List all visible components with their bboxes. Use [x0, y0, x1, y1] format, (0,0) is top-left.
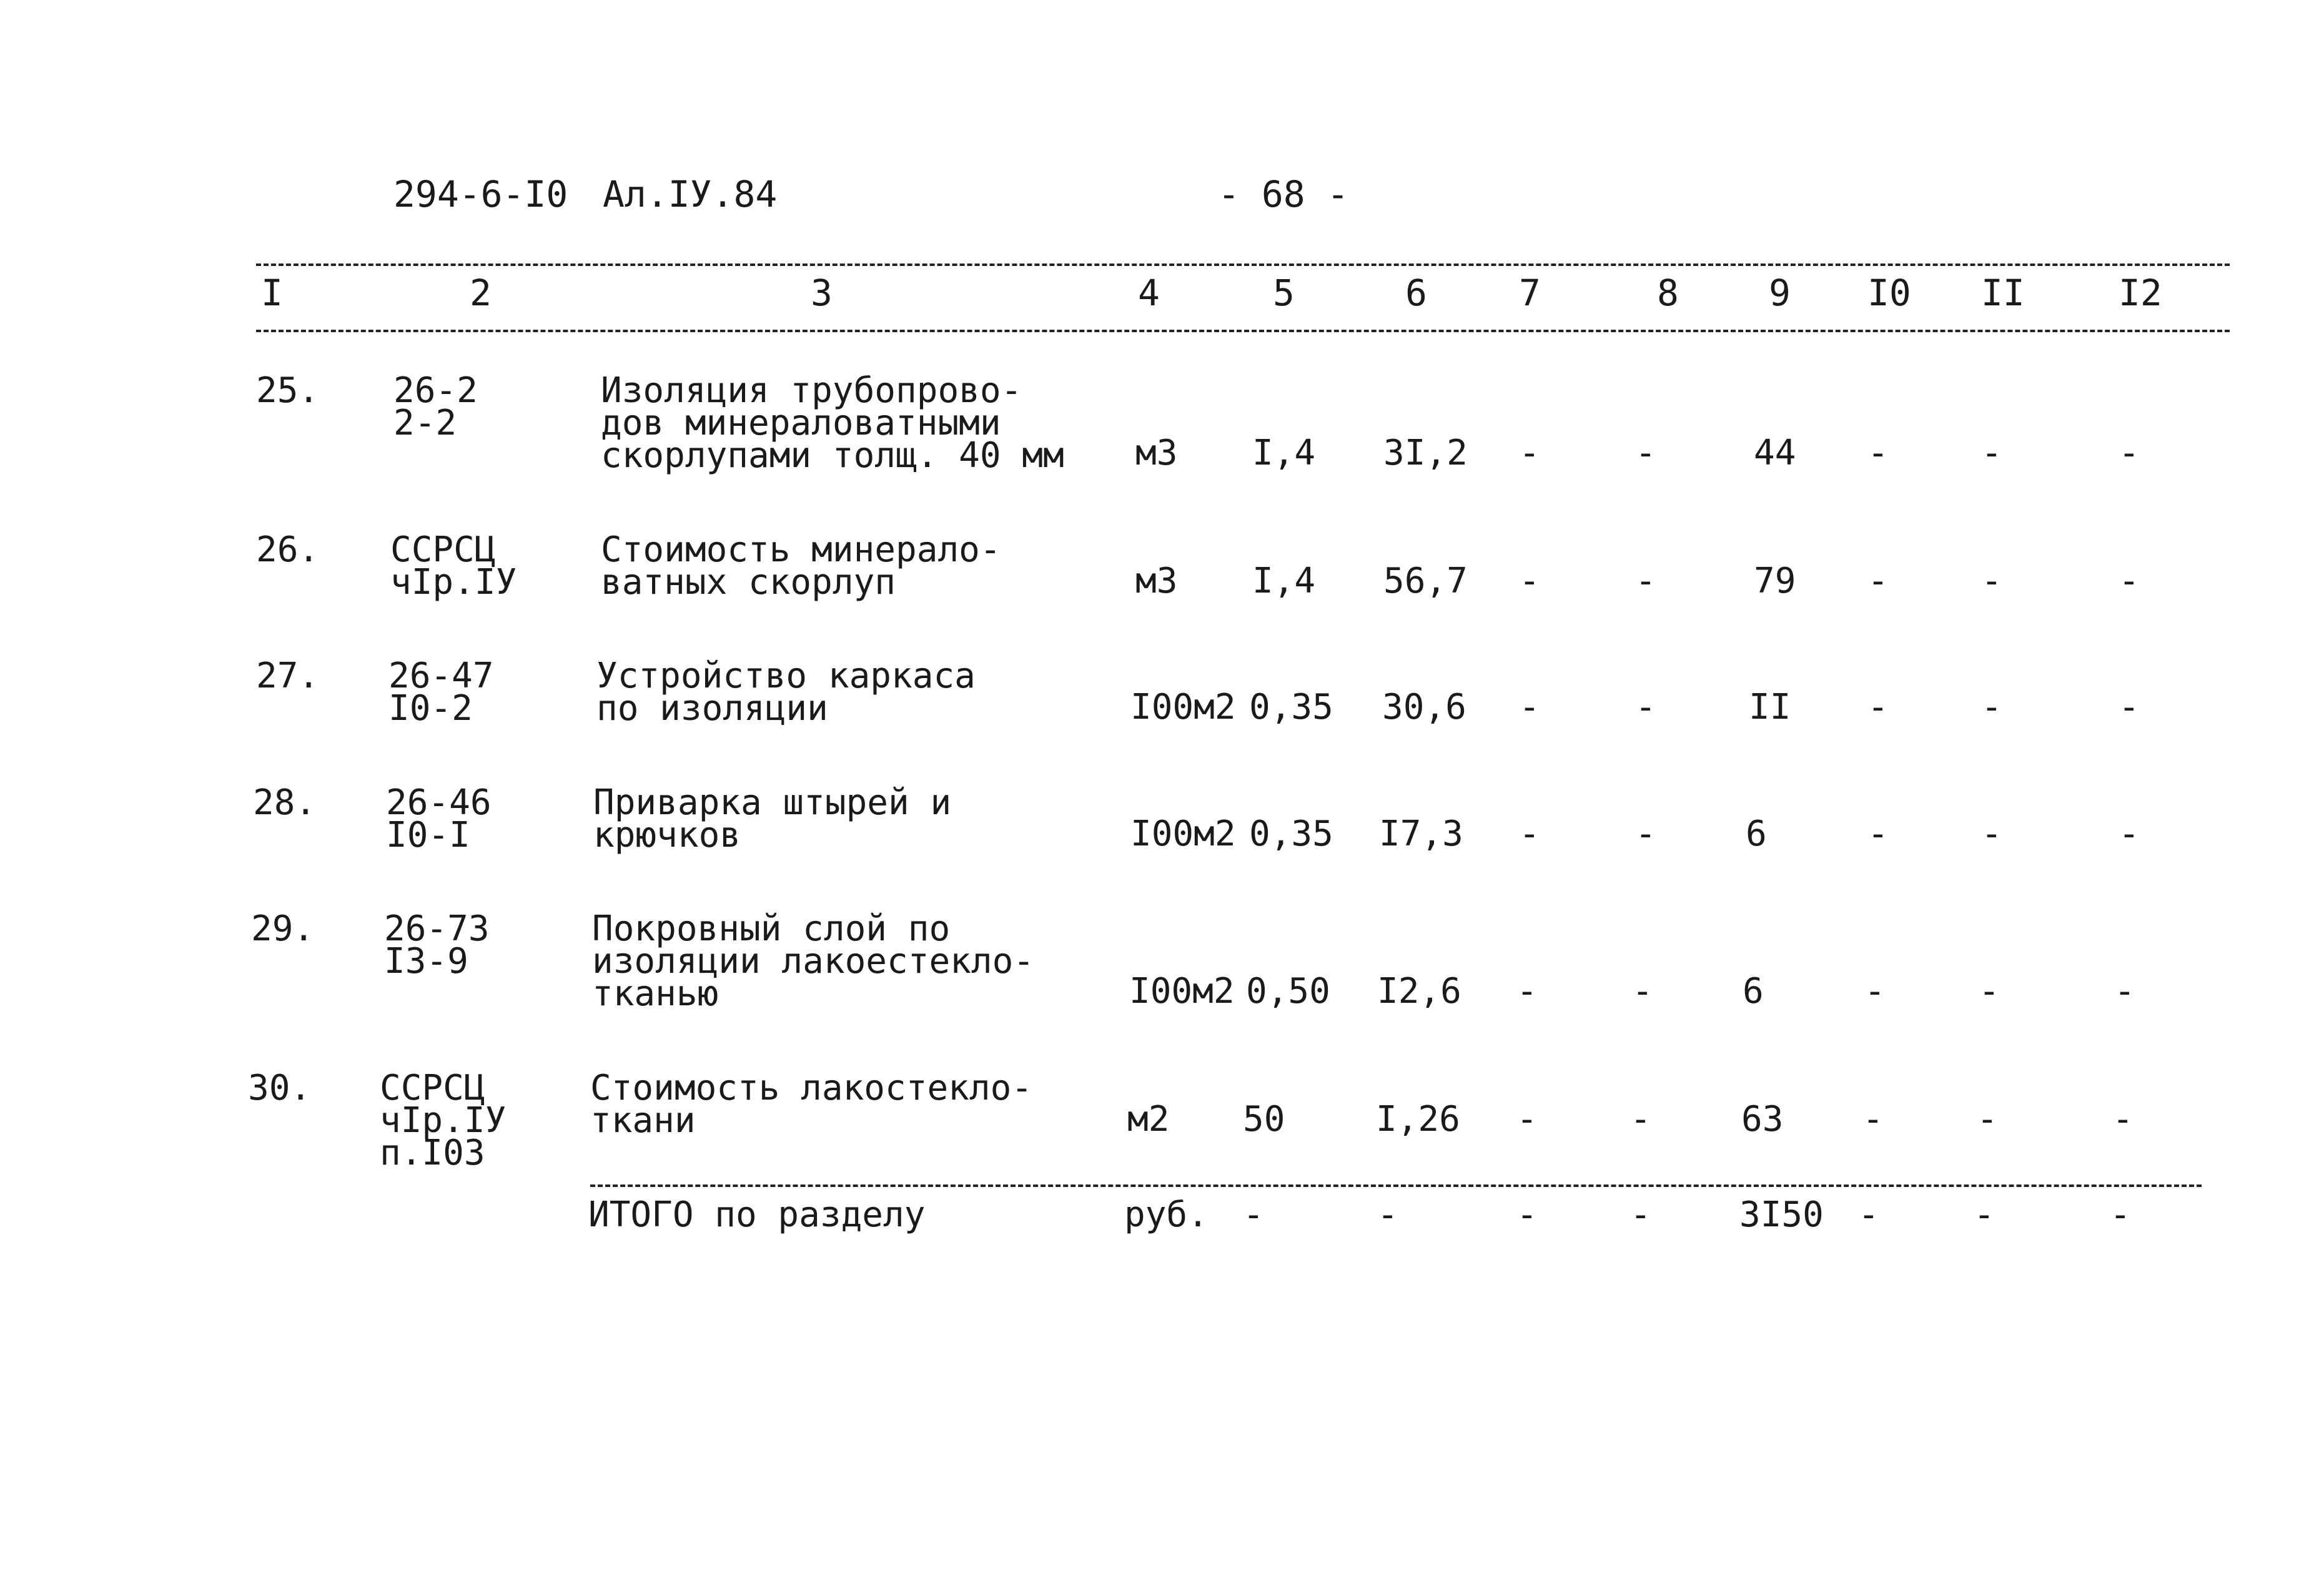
- row-name: Изоляция трубопрово- дов минераловатными скорлупами толщ. 40 мм: [601, 370, 1064, 476]
- row-col12: -: [2119, 687, 2140, 727]
- summary-price: -: [1377, 1194, 1398, 1235]
- row-unit: м3: [1135, 433, 1178, 473]
- row-col8: -: [1635, 433, 1656, 473]
- row-col11: -: [1981, 814, 2002, 854]
- row-name: Стоимость лакостекло- ткани: [590, 1068, 1033, 1141]
- row-unit: I00м2: [1129, 971, 1235, 1012]
- row-name: Покровный слой по изоляции лакоестекло- тканью: [592, 909, 1035, 1014]
- row-col11: -: [1977, 1099, 1998, 1140]
- summary-total: 3I50: [1739, 1194, 1824, 1235]
- row-col7: -: [1516, 1099, 1538, 1140]
- row-number: 27.: [256, 656, 320, 696]
- document-code: 294-6-I0: [393, 173, 568, 215]
- row-price: I2,6: [1377, 971, 1461, 1012]
- row-col12: -: [2112, 1099, 2134, 1140]
- row-col11: -: [1981, 561, 2002, 601]
- row-code: 26-47 I0-2: [388, 656, 494, 729]
- row-number: 30.: [248, 1068, 312, 1108]
- row-col7: -: [1516, 971, 1538, 1012]
- row-col11: -: [1981, 687, 2002, 727]
- row-unit: м2: [1127, 1099, 1170, 1140]
- summary-quantity: -: [1243, 1194, 1264, 1235]
- row-total: 6: [1746, 814, 1767, 854]
- row-unit: I00м2: [1130, 687, 1236, 727]
- row-col8: -: [1635, 814, 1656, 854]
- row-quantity: 0,35: [1249, 814, 1333, 854]
- row-col12: -: [2119, 814, 2140, 854]
- summary-col7: -: [1516, 1194, 1538, 1235]
- row-col8: -: [1635, 561, 1656, 601]
- column-header-6: 6: [1405, 272, 1427, 314]
- column-header-3: 3: [811, 272, 833, 314]
- row-total: 63: [1741, 1099, 1784, 1140]
- row-col11: -: [1979, 971, 2000, 1012]
- row-col11: -: [1981, 433, 2002, 473]
- row-price: I,26: [1376, 1099, 1460, 1140]
- row-code: ССРСЦ чIр.IУ п.I03: [380, 1068, 507, 1173]
- row-quantity: 0,50: [1246, 971, 1330, 1012]
- row-price: 3I,2: [1383, 433, 1468, 473]
- row-col8: -: [1630, 1099, 1651, 1140]
- row-total: 79: [1754, 561, 1796, 601]
- row-quantity: 0,35: [1249, 687, 1333, 727]
- summary-col12: -: [2110, 1194, 2131, 1235]
- column-header-4: 4: [1138, 272, 1160, 314]
- row-number: 25.: [256, 370, 320, 411]
- row-name: Устройство каркаса по изоляции: [596, 656, 976, 729]
- column-header-10: I0: [1867, 272, 1911, 314]
- row-col10: -: [1867, 561, 1889, 601]
- row-col10: -: [1864, 971, 1886, 1012]
- row-col10: -: [1867, 433, 1889, 473]
- row-number: 29.: [251, 909, 315, 949]
- summary-unit: руб.: [1124, 1194, 1209, 1235]
- column-header-11: II: [1981, 272, 2025, 314]
- row-unit: I00м2: [1130, 814, 1236, 854]
- row-code: ССРСЦ чIр.IУ: [390, 529, 517, 603]
- summary-label: ИТОГО по разделу: [588, 1194, 926, 1235]
- row-name: Приварка штырей и крючков: [593, 782, 952, 855]
- row-unit: м3: [1135, 561, 1178, 601]
- row-total: 44: [1754, 433, 1796, 473]
- row-price: 56,7: [1383, 561, 1468, 601]
- row-code: 26-73 I3-9: [384, 909, 490, 982]
- summary-col10: -: [1858, 1194, 1879, 1235]
- row-col8: -: [1632, 971, 1653, 1012]
- row-col12: -: [2119, 561, 2140, 601]
- row-price: I7,3: [1379, 814, 1463, 854]
- row-col12: -: [2119, 433, 2140, 473]
- row-col7: -: [1519, 561, 1540, 601]
- album-number: Ал.IУ.84: [603, 173, 778, 215]
- row-col8: -: [1635, 687, 1656, 727]
- row-name: Стоимость минерало- ватных скорлуп: [601, 529, 1001, 603]
- row-number: 26.: [256, 529, 320, 570]
- row-col10: -: [1867, 814, 1889, 854]
- column-header-7: 7: [1519, 272, 1541, 314]
- summary-col11: -: [1974, 1194, 1995, 1235]
- row-col10: -: [1867, 687, 1889, 727]
- column-header-8: 8: [1657, 272, 1679, 314]
- row-quantity: I,4: [1252, 433, 1316, 473]
- row-col10: -: [1862, 1099, 1884, 1140]
- row-col7: -: [1519, 814, 1540, 854]
- column-header-1: I: [261, 272, 283, 314]
- row-code: 26-46 I0-I: [386, 782, 492, 855]
- column-header-12: I2: [2119, 272, 2162, 314]
- row-price: 30,6: [1382, 687, 1466, 727]
- table-top-rule: [256, 264, 2230, 266]
- row-total: II: [1749, 687, 1791, 727]
- page-number: - 68 -: [1218, 173, 1349, 215]
- row-code: 26-2 2-2: [393, 370, 478, 443]
- row-col7: -: [1519, 687, 1540, 727]
- row-col7: -: [1519, 433, 1540, 473]
- row-quantity: 50: [1243, 1099, 1285, 1140]
- table-header-rule: [256, 330, 2230, 332]
- row-col12: -: [2114, 971, 2135, 1012]
- summary-rule: [590, 1185, 2202, 1187]
- row-total: 6: [1743, 971, 1764, 1012]
- column-header-9: 9: [1769, 272, 1791, 314]
- summary-col8: -: [1630, 1194, 1651, 1235]
- row-number: 28.: [253, 782, 317, 823]
- column-header-5: 5: [1273, 272, 1295, 314]
- column-header-2: 2: [470, 272, 492, 314]
- row-quantity: I,4: [1252, 561, 1316, 601]
